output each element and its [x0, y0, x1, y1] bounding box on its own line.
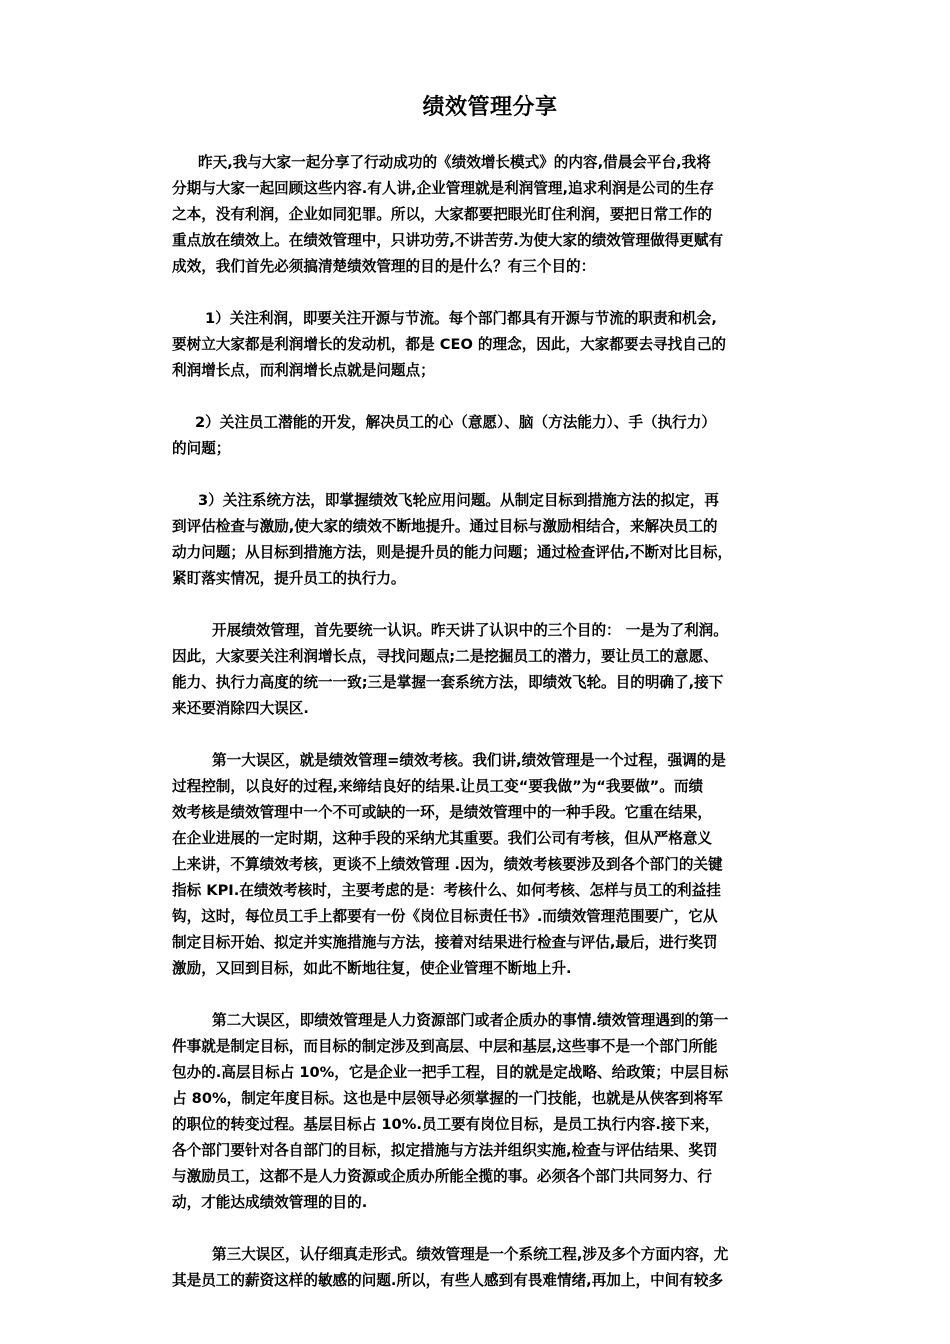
text-line: 来还要消除四大误区. — [172, 700, 309, 717]
text-line: 昨天,我与大家一起分享了行动成功的《绩效增长模式》的内容,借晨会平台,我将 — [198, 154, 711, 171]
text-line: 1）关注利润，即要关注开源与节流。每个部门都具有开源与节流的职责和机会, — [205, 310, 717, 327]
text-line: 的职位的转变过程。基层目标占 10%.员工要有岗位目标，是员工执行内容.接下来， — [172, 1116, 720, 1133]
text-line: 第一大误区，就是绩效管理=绩效考核。我们讲,绩效管理是一个过程，强调的是 — [212, 752, 726, 769]
text-line: 紧盯落实情况，提升员工的执行力。 — [172, 570, 406, 587]
text-line: 分期与大家一起回顾这些内容.有人讲,企业管理就是利润管理,追求利润是公司的生存 — [172, 180, 715, 197]
paragraph-misconception-3 — [172, 1242, 812, 1294]
text-line: 到评估检查与激励,使大家的绩效不断地提升。通过目标与激励相结合，来解决员工的 — [172, 518, 718, 535]
text-line: 2）关注员工潜能的开发，解决员工的心（意愿）、脑（方法能力）、手（执行力） — [195, 414, 716, 431]
text-line: 要树立大家都是利润增长的发动机，都是 CEO 的理念，因此，大家都要去寻找自己的 — [172, 336, 727, 353]
document-title: 绩效管理分享 — [422, 95, 558, 120]
text-line: 包办的.高层目标占 10%，它是企业一把手工程，目的就是定战略、给政策；中层目标 — [172, 1064, 729, 1081]
paragraph-purpose-1 — [172, 306, 812, 384]
text-line: 激励，又回到目标，如此不断地往复，使企业管理不断地上升. — [172, 960, 572, 977]
text-line: 与激励员工，这都不是人力资源或企质办所能全揽的事。必须各个部门共同努力、行 — [172, 1168, 712, 1185]
text-line: 3）关注系统方法，即掌握绩效飞轮应用问题。从制定目标到措施方法的拟定，再 — [198, 492, 719, 509]
text-line: 指标 KPI.在绩效考核时，主要考虑的是：考核什么、如何考核、怎样与员工的利益挂 — [172, 882, 721, 899]
text-line: 占 80%，制定年度目标。这也是中层领导必须掌握的一门技能，也就是从侠客到将军 — [172, 1090, 723, 1107]
text-line: 在企业进展的一定时期，这种手段的采纳尤其重要。我们公司有考核，但从严格意义 — [172, 830, 712, 847]
paragraph-purpose-3 — [172, 488, 812, 592]
text-line: 第二大误区，即绩效管理是人力资源部门或者企质办的事情.绩效管理遇到的第一 — [212, 1012, 729, 1029]
paragraph-misconception-1 — [172, 748, 812, 982]
text-line: 能力、执行力高度的统一一致;三是掌握一套系统方法，即绩效飞轮。目的明确了,接下 — [172, 674, 724, 691]
text-line: 效考核是绩效管理中一个不可或缺的一环，是绩效管理中的一种手段。它重在结果， — [172, 804, 712, 821]
document-body — [172, 150, 812, 1320]
text-line: 各个部门要针对各自部门的目标，拟定措施与方法并组织实施,检查与评估结果、奖罚 — [172, 1142, 718, 1159]
text-line: 制定目标开始、拟定并实施措施与方法，接着对结果进行检查与评估,最后，进行奖罚 — [172, 934, 718, 951]
paragraph-purpose-2 — [172, 410, 812, 462]
text-line: 第三大误区，认仔细真走形式。绩效管理是一个系统工程,涉及多个方面内容，尤 — [212, 1246, 729, 1263]
text-line: 重点放在绩效上。在绩效管理中，只讲功劳,不讲苦劳.为使大家的绩效管理做得更赋有 — [172, 232, 724, 249]
text-line: 上来讲，不算绩效考核，更谈不上绩效管理 .因为，绩效考核要涉及到各个部门的关键 — [172, 856, 723, 873]
text-line: 动，才能达成绩效管理的目的. — [172, 1194, 368, 1211]
text-line: 成效，我们首先必须搞清楚绩效管理的目的是什么？有三个目的： — [172, 258, 596, 275]
paragraph-unified-understanding — [172, 618, 812, 722]
text-line: 因此，大家要关注利润增长点，寻找问题点;二是挖掘员工的潜力，要让员工的意愿、 — [172, 648, 718, 665]
text-line: 件事就是制定目标，而目标的制定涉及到高层、中层和基层,这些事不是一个部门所能 — [172, 1038, 718, 1055]
text-line: 动力问题；从目标到措施方法，则是提升员的能力问题；通过检查评估,不断对比目标， — [172, 544, 733, 561]
text-line: 过程控制，以良好的过程,来缔结良好的结果.让员工变“要我做”为“我要做”。而绩 — [172, 778, 704, 795]
text-line: 利润增长点，而利润增长点就是问题点； — [172, 362, 435, 379]
paragraph-misconception-2 — [172, 1008, 812, 1216]
text-line: 钩，这时，每位员工手上都要有一份《岗位目标责任书》.而绩效管理范围要广，它从 — [172, 908, 718, 925]
text-line: 其是员工的薪资这样的敏感的问题.所以，有些人感到有畏难情绪,再加上，中间有较多 — [172, 1272, 724, 1289]
text-line: 之本，没有利润，企业如同犯罪。所以，大家都要把眼光盯住利润，要把日常工作的 — [172, 206, 712, 223]
text-line: 的问题； — [172, 440, 231, 457]
paragraph-intro — [172, 150, 812, 280]
text-line: 开展绩效管理，首先要统一认识。昨天讲了认识中的三个目的： 一是为了利润。 — [212, 622, 728, 639]
